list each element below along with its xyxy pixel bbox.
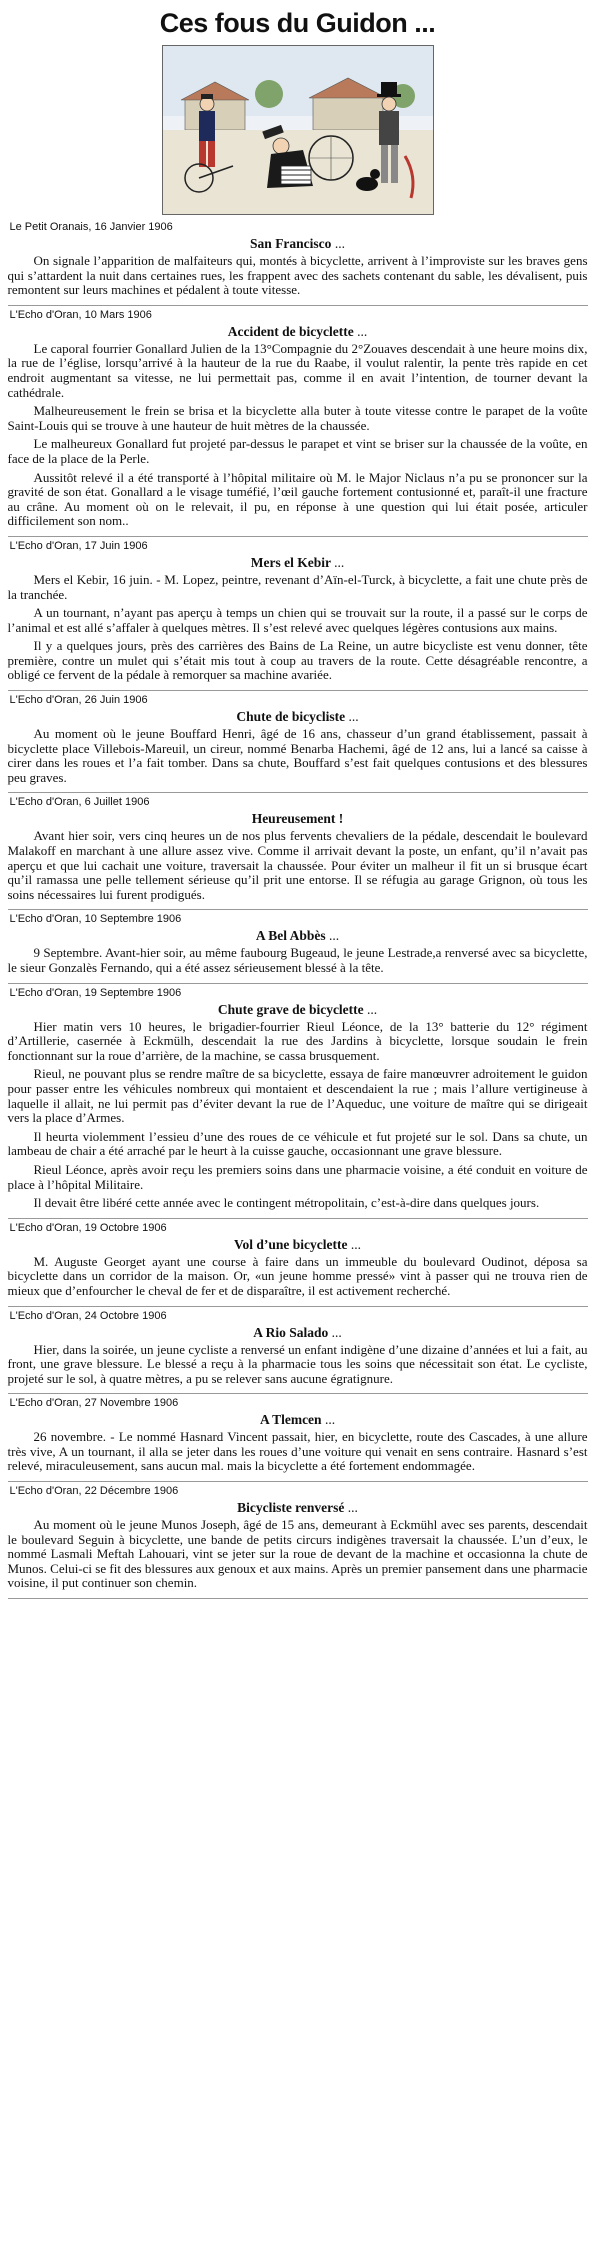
article-source: L'Echo d'Oran, 22 Décembre 1906 bbox=[9, 1485, 179, 1498]
article-source: L'Echo d'Oran, 19 Octobre 1906 bbox=[9, 1221, 167, 1234]
article-paragraph: Rieul, ne pouvant plus se rendre maître de sa bicyclette, essaya de faire manœuvrer adroitement le guidon pour passer entre les véhicules nombreux qui montaient et descendaient la rue ; mais l’allure vertigineuse à laquelle il allait, ne lui permit pas d’éviter devant la rue de l’Aqueduc, une voiture de maître qui se dirigeait vers la place d’Armes. bbox=[7, 1066, 588, 1126]
article-source: L'Echo d'Oran, 17 Juin 1906 bbox=[9, 539, 148, 552]
article-6 bbox=[8, 987, 588, 1219]
headline-text: A Tlemcen bbox=[259, 1412, 322, 1428]
article-0 bbox=[8, 221, 588, 306]
cartoon-illustration bbox=[162, 45, 434, 215]
article-5 bbox=[8, 913, 588, 983]
article-paragraph: Il y a quelques jours, près des carrières des Bains de La Reine, un autre bicycliste est venu donner, tête première, contre un mulet qui s’était mis tout à coup au travers de la route. Cette désagréable rencontre, a obligé ce fervent de la pédale à remorquer sa machine avariée. bbox=[7, 638, 588, 683]
page-title: Ces fous du Guidon ... bbox=[159, 8, 436, 38]
article-paragraph: Rieul Léonce, après avoir reçu les premiers soins dans une pharmacie voisine, a été conduit en voiture de place à l’hôpital Militaire. bbox=[7, 1161, 588, 1192]
headline-text: A Rio Salado bbox=[253, 1324, 329, 1340]
article-paragraph: Aussitôt relevé il a été transporté à l’hôpital militaire où M. le Major Niclaus n’a pu se prononcer sur la gravité de son état. Gonallard a le visage tuméfié, l’œil gauche fortement contusionné et, paraît-il une fracture au crâne. Au moment où on le relevait, il pu, en réponse à une question qui lui était posée, articuler difficilement son nom.. bbox=[7, 469, 588, 529]
article-source: L'Echo d'Oran, 26 Juin 1906 bbox=[9, 694, 148, 707]
article-paragraph: A un tournant, n’ayant pas aperçu à temps un chien qui se trouvait sur la route, il a passé sur le corps de l’animal et est allé s’affaler à quelques mètres. Il s’est relevé avec quelques légères contusions aux mains. bbox=[7, 605, 588, 635]
headline-text: Chute grave de bicyclette bbox=[217, 1001, 364, 1017]
article-paragraph: Malheureusement le frein se brisa et la bicyclette alla buter à toute vitesse contre le parapet de la voûte Saint-Louis qui se trouve à une hauteur de huit mètres de la chaussée. bbox=[7, 403, 588, 433]
article-headline: San Francisco ... bbox=[250, 236, 345, 251]
article-source: L'Echo d'Oran, 19 Septembre 1906 bbox=[9, 986, 182, 999]
article-7 bbox=[8, 1222, 588, 1307]
article-paragraph: Le malheureux Gonallard fut projeté par-dessus le parapet et vint se briser sur la chaussée de la voûte, en face de la place de la Perle. bbox=[7, 436, 588, 466]
headline-text: Bicycliste renversé bbox=[237, 1500, 345, 1516]
headline-text: Heureusement ! bbox=[251, 811, 344, 827]
article-2 bbox=[8, 540, 588, 691]
headline-text: San Francisco bbox=[250, 236, 332, 251]
article-1 bbox=[8, 309, 588, 537]
article-paragraph: Il devait être libéré cette année avec le contingent métropolitain, c’est-à-dire dans quelques jours. bbox=[33, 1195, 540, 1211]
article-headline: A Bel Abbès ... bbox=[255, 928, 340, 944]
article-9 bbox=[8, 1397, 588, 1482]
article-source: L'Echo d'Oran, 10 Septembre 1906 bbox=[9, 913, 182, 926]
article-paragraph: Hier matin vers 10 heures, le brigadier-fourrier Rieul Léonce, de la 13° batterie du 12° régiment d’Artillerie, casernée à Eckmülh, descendait la rue des Jardins à bicyclette, lorsque soudain le frein fonctionnant sur la roue d’arrière, de la machine, se cassa brusquement. bbox=[7, 1018, 588, 1063]
article-headline: Mers el Kebir ... bbox=[250, 554, 345, 570]
article-source: L'Echo d'Oran, 6 Juillet 1906 bbox=[9, 796, 150, 809]
article-paragraph: 9 Septembre. Avant-hier soir, au même faubourg Bugeaud, le jeune Lestrade,a renversé avec sa bicyclette, le sieur Gonzalès Fernando, qui a été assez sérieusement blessé à la tête. bbox=[7, 945, 588, 975]
article-headline: A Rio Salado ... bbox=[253, 1324, 342, 1340]
article-10 bbox=[8, 1485, 588, 1599]
article-paragraph: M. Auguste Georget ayant une course à faire dans un immeuble du boulevard Oudinot, déposa sa bicyclette dans un corridor de la maison. Or, «un jeune homme pressé» vint à passer qui ne trouva rien de mieux que d’enfourcher le cheval de fer et de disparaître, il est activement recherché. bbox=[7, 1253, 588, 1298]
article-source: L'Echo d'Oran, 24 Octobre 1906 bbox=[9, 1309, 167, 1322]
article-4 bbox=[8, 796, 588, 910]
article-headline bbox=[8, 811, 588, 827]
article-paragraph: Il heurta violemment l’essieu d’une des roues de ce véhicule et fut projeté sur le sol. Dans sa chute, un lambeau de chair a été arraché par le heurt à la cuisse gauche, occasionnant une grave blessure. bbox=[7, 1128, 588, 1159]
article-paragraph: Le caporal fourrier Gonallard Julien de la 13°Compagnie du 2°Zouaves descendait à une heure moins dix, la rue de l’église, lorsqu’arrivé à la hauteur de la rue du Raabe, il voulut ralentir, la pente très rapide en cet endroit augmentant sa vitesse, ne lui permettait pas, comme il en avait l’intention, de tourner devant la cathédrale. bbox=[7, 340, 588, 400]
article-paragraph: Au moment où le jeune Munos Joseph, âgé de 15 ans, demeurant à Eckmühl avec ses parents, descendait le boulevard Seguin à bicyclette, une bande de petits circurs indigènes traversait la chaussée. L’un d’eux, le nommé Lasmali Meftah Lahouari, vint se jeter sur la roue de devant de la machine et occasionna la chute de Munos. Celui-ci se fit des blessures aux genoux et aux mains. Après un premier pansement dans une pharmacie voisine, il put continuer son chemin. bbox=[7, 1517, 588, 1591]
headline-text: Vol d’une bicyclette bbox=[234, 1236, 348, 1252]
article-headline: Bicycliste renversé ... bbox=[237, 1500, 358, 1516]
article-source: Le Petit Oranais, 16 Janvier 1906 bbox=[9, 221, 173, 233]
article-paragraph: Hier, dans la soirée, un jeune cycliste a renversé un enfant indigène d’une dizaine d’années et lui a fait, au front, une grave blessure. Le blessé a reçu à la pharmacie tous les soins que nécessitait son état. Le cycliste, projeté sur le sol, à quatre mètres, a pu se relever sans aucune égratignure. bbox=[7, 1341, 588, 1386]
article-headline: A Tlemcen ... bbox=[259, 1412, 336, 1428]
headline-text: Mers el Kebir bbox=[250, 554, 331, 570]
article-paragraph: Avant hier soir, vers cinq heures un de nos plus fervents chevaliers de la pédale, descendait le boulevard Malakoff en marchant à une allure assez vive. Comme il arrivait devant la poste, un enfant, qu’il n’avait pas aperçu et que lui cachait une voiture, traversait la chaussée. Pour éviter un malheur il fit un si brusque écart qu’il ramassa une pelle tellement sérieuse qu’il prit une entorse. Il se réfugia au garage Grignon, où tous les soins nécessaires lui furent prodigués. bbox=[7, 828, 588, 902]
headline-text: A Bel Abbès bbox=[255, 928, 326, 944]
article-paragraph: Mers el Kebir, 16 juin. - M. Lopez, peintre, revenant d’Aïn-el-Turck, à bicyclette, a fait une chute près de la tranchée. bbox=[7, 571, 588, 602]
article-paragraph: 26 novembre. - Le nommé Hasnard Vincent passait, hier, en bicyclette, route des Cascades, à une allure très vive, A un tournant, il alla se jeter dans les roues d’une voiture qui venait en sens contraire. Hasnard s’est relevé, miraculeusement, sans aucun mal. mais la bicyclette a été fortement endommagée. bbox=[7, 1429, 588, 1474]
article-headline: Accident de bicyclette ... bbox=[227, 323, 368, 339]
headline-text: Accident de bicyclette bbox=[227, 323, 354, 339]
article-8 bbox=[8, 1310, 588, 1395]
headline-text: Chute de bicycliste bbox=[236, 709, 346, 725]
article-3 bbox=[8, 694, 588, 793]
article-headline: Vol d’une bicyclette ... bbox=[234, 1236, 361, 1252]
page bbox=[8, 0, 588, 1599]
article-paragraph: On signale l’apparition de malfaiteurs qui, montés à bicyclette, arrivent à l’improviste sur les braves gens qui s’attardent la nuit dans certaines rues, les frappent avec des sachets contenant du sable, les dévalisent, puis remontent sur leurs machines et pédalent à toute vitesse. bbox=[7, 253, 588, 298]
article-headline: Chute grave de bicyclette ... bbox=[217, 1001, 378, 1017]
article-source: L'Echo d'Oran, 10 Mars 1906 bbox=[9, 308, 152, 321]
article-source: L'Echo d'Oran, 27 Novembre 1906 bbox=[9, 1397, 179, 1410]
article-paragraph: Au moment où le jeune Bouffard Henri, âgé de 16 ans, chasseur d’un grand établissement, passait à bicyclette place Villebois-Mareuil, un cireur, nommé Benarba Hachemi, âgé de 12 ans, lui a lancé sa caisse à cirer dans les roues et l’a fait tomber. Dans sa chute, Bouffard s’est fait quelques contusions et des blessures peu graves. bbox=[7, 726, 588, 785]
article-headline: Chute de bicycliste ... bbox=[236, 709, 359, 725]
